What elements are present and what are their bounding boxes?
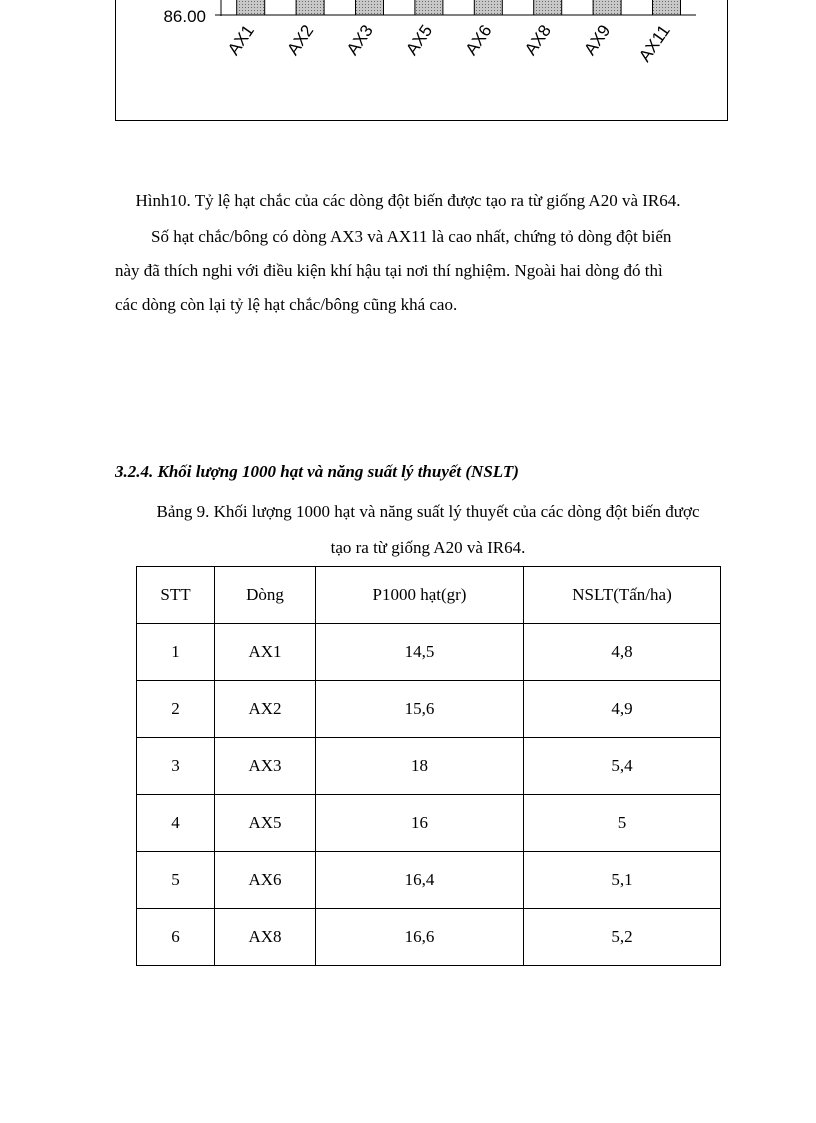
- paragraph-line-3: các dòng còn lại tỷ lệ hạt chắc/bông cũng khá cao.: [115, 295, 458, 314]
- header-p1000: P1000 hạt(gr): [316, 567, 524, 624]
- cell-nslt: 5,1: [524, 852, 721, 909]
- cell-dong: AX8: [215, 909, 316, 966]
- table-caption-line-1: Bảng 9. Khối lượng 1000 hạt và năng suất lý thuyết của các dòng đột biến được: [156, 502, 700, 521]
- table-caption-line-2: tạo ra từ giống A20 và IR64.: [330, 538, 526, 557]
- bar: [593, 0, 621, 15]
- bar: [237, 0, 265, 15]
- cell-p1000: 16,4: [316, 852, 524, 909]
- cell-nslt: 4,8: [524, 624, 721, 681]
- paragraph-line-1: Số hạt chắc/bông có dòng AX3 và AX11 là cao nhất, chứng tỏ dòng đột biến: [151, 227, 672, 246]
- cell-dong: AX6: [215, 852, 316, 909]
- bar: [415, 0, 443, 15]
- cell-nslt: 4,9: [524, 681, 721, 738]
- cell-stt: 2: [137, 681, 215, 738]
- bar: [296, 0, 324, 15]
- body-paragraph: [115, 220, 741, 322]
- paragraph-line-2: này đã thích nghi với điều kiện khí hậu tại nơi thí nghiệm. Ngoài hai dòng đó thì: [115, 261, 663, 280]
- cell-nslt: 5: [524, 795, 721, 852]
- table-row: [137, 909, 721, 966]
- cell-stt: 4: [137, 795, 215, 852]
- cell-stt: 1: [137, 624, 215, 681]
- x-tick-label: AX6: [461, 21, 496, 59]
- cell-dong: AX1: [215, 624, 316, 681]
- table-row: [137, 681, 721, 738]
- table-row: [137, 624, 721, 681]
- cell-stt: 5: [137, 852, 215, 909]
- chart-frame: [115, 0, 728, 121]
- cell-stt: 6: [137, 909, 215, 966]
- table-row: [137, 738, 721, 795]
- cell-stt: 3: [137, 738, 215, 795]
- x-tick-label: AX8: [520, 21, 555, 59]
- x-tick-label: AX11: [635, 21, 674, 66]
- header-stt: STT: [137, 567, 215, 624]
- bar: [474, 0, 502, 15]
- bar: [653, 0, 681, 15]
- bar: [356, 0, 384, 15]
- table-caption: [115, 494, 741, 566]
- cell-dong: AX3: [215, 738, 316, 795]
- table-row: [137, 852, 721, 909]
- data-table: [136, 566, 721, 966]
- cell-p1000: 18: [316, 738, 524, 795]
- bar: [534, 0, 562, 15]
- figure-caption: Hình10. Tỷ lệ hạt chắc của các dòng đột biến được tạo ra từ giống A20 và IR64.: [135, 191, 681, 210]
- cell-p1000: 16: [316, 795, 524, 852]
- x-tick-label: AX2: [283, 21, 318, 59]
- cell-dong: AX2: [215, 681, 316, 738]
- header-nslt: NSLT(Tấn/ha): [524, 567, 721, 624]
- cell-p1000: 16,6: [316, 909, 524, 966]
- cell-dong: AX5: [215, 795, 316, 852]
- x-tick-label: AX1: [223, 21, 258, 59]
- y-tick-label: 86.00: [163, 7, 206, 26]
- x-tick-label: AX3: [342, 21, 377, 59]
- bar-chart: [116, 0, 729, 121]
- table-header-row: [137, 567, 721, 624]
- cell-p1000: 15,6: [316, 681, 524, 738]
- section-heading: 3.2.4. Khối lượng 1000 hạt và năng suất lý thuyết (NSLT): [115, 462, 519, 481]
- table-row: [137, 795, 721, 852]
- cell-nslt: 5,4: [524, 738, 721, 795]
- cell-p1000: 14,5: [316, 624, 524, 681]
- cell-nslt: 5,2: [524, 909, 721, 966]
- x-tick-label: AX5: [402, 21, 437, 59]
- x-tick-label: AX9: [580, 21, 615, 59]
- header-dong: Dòng: [215, 567, 316, 624]
